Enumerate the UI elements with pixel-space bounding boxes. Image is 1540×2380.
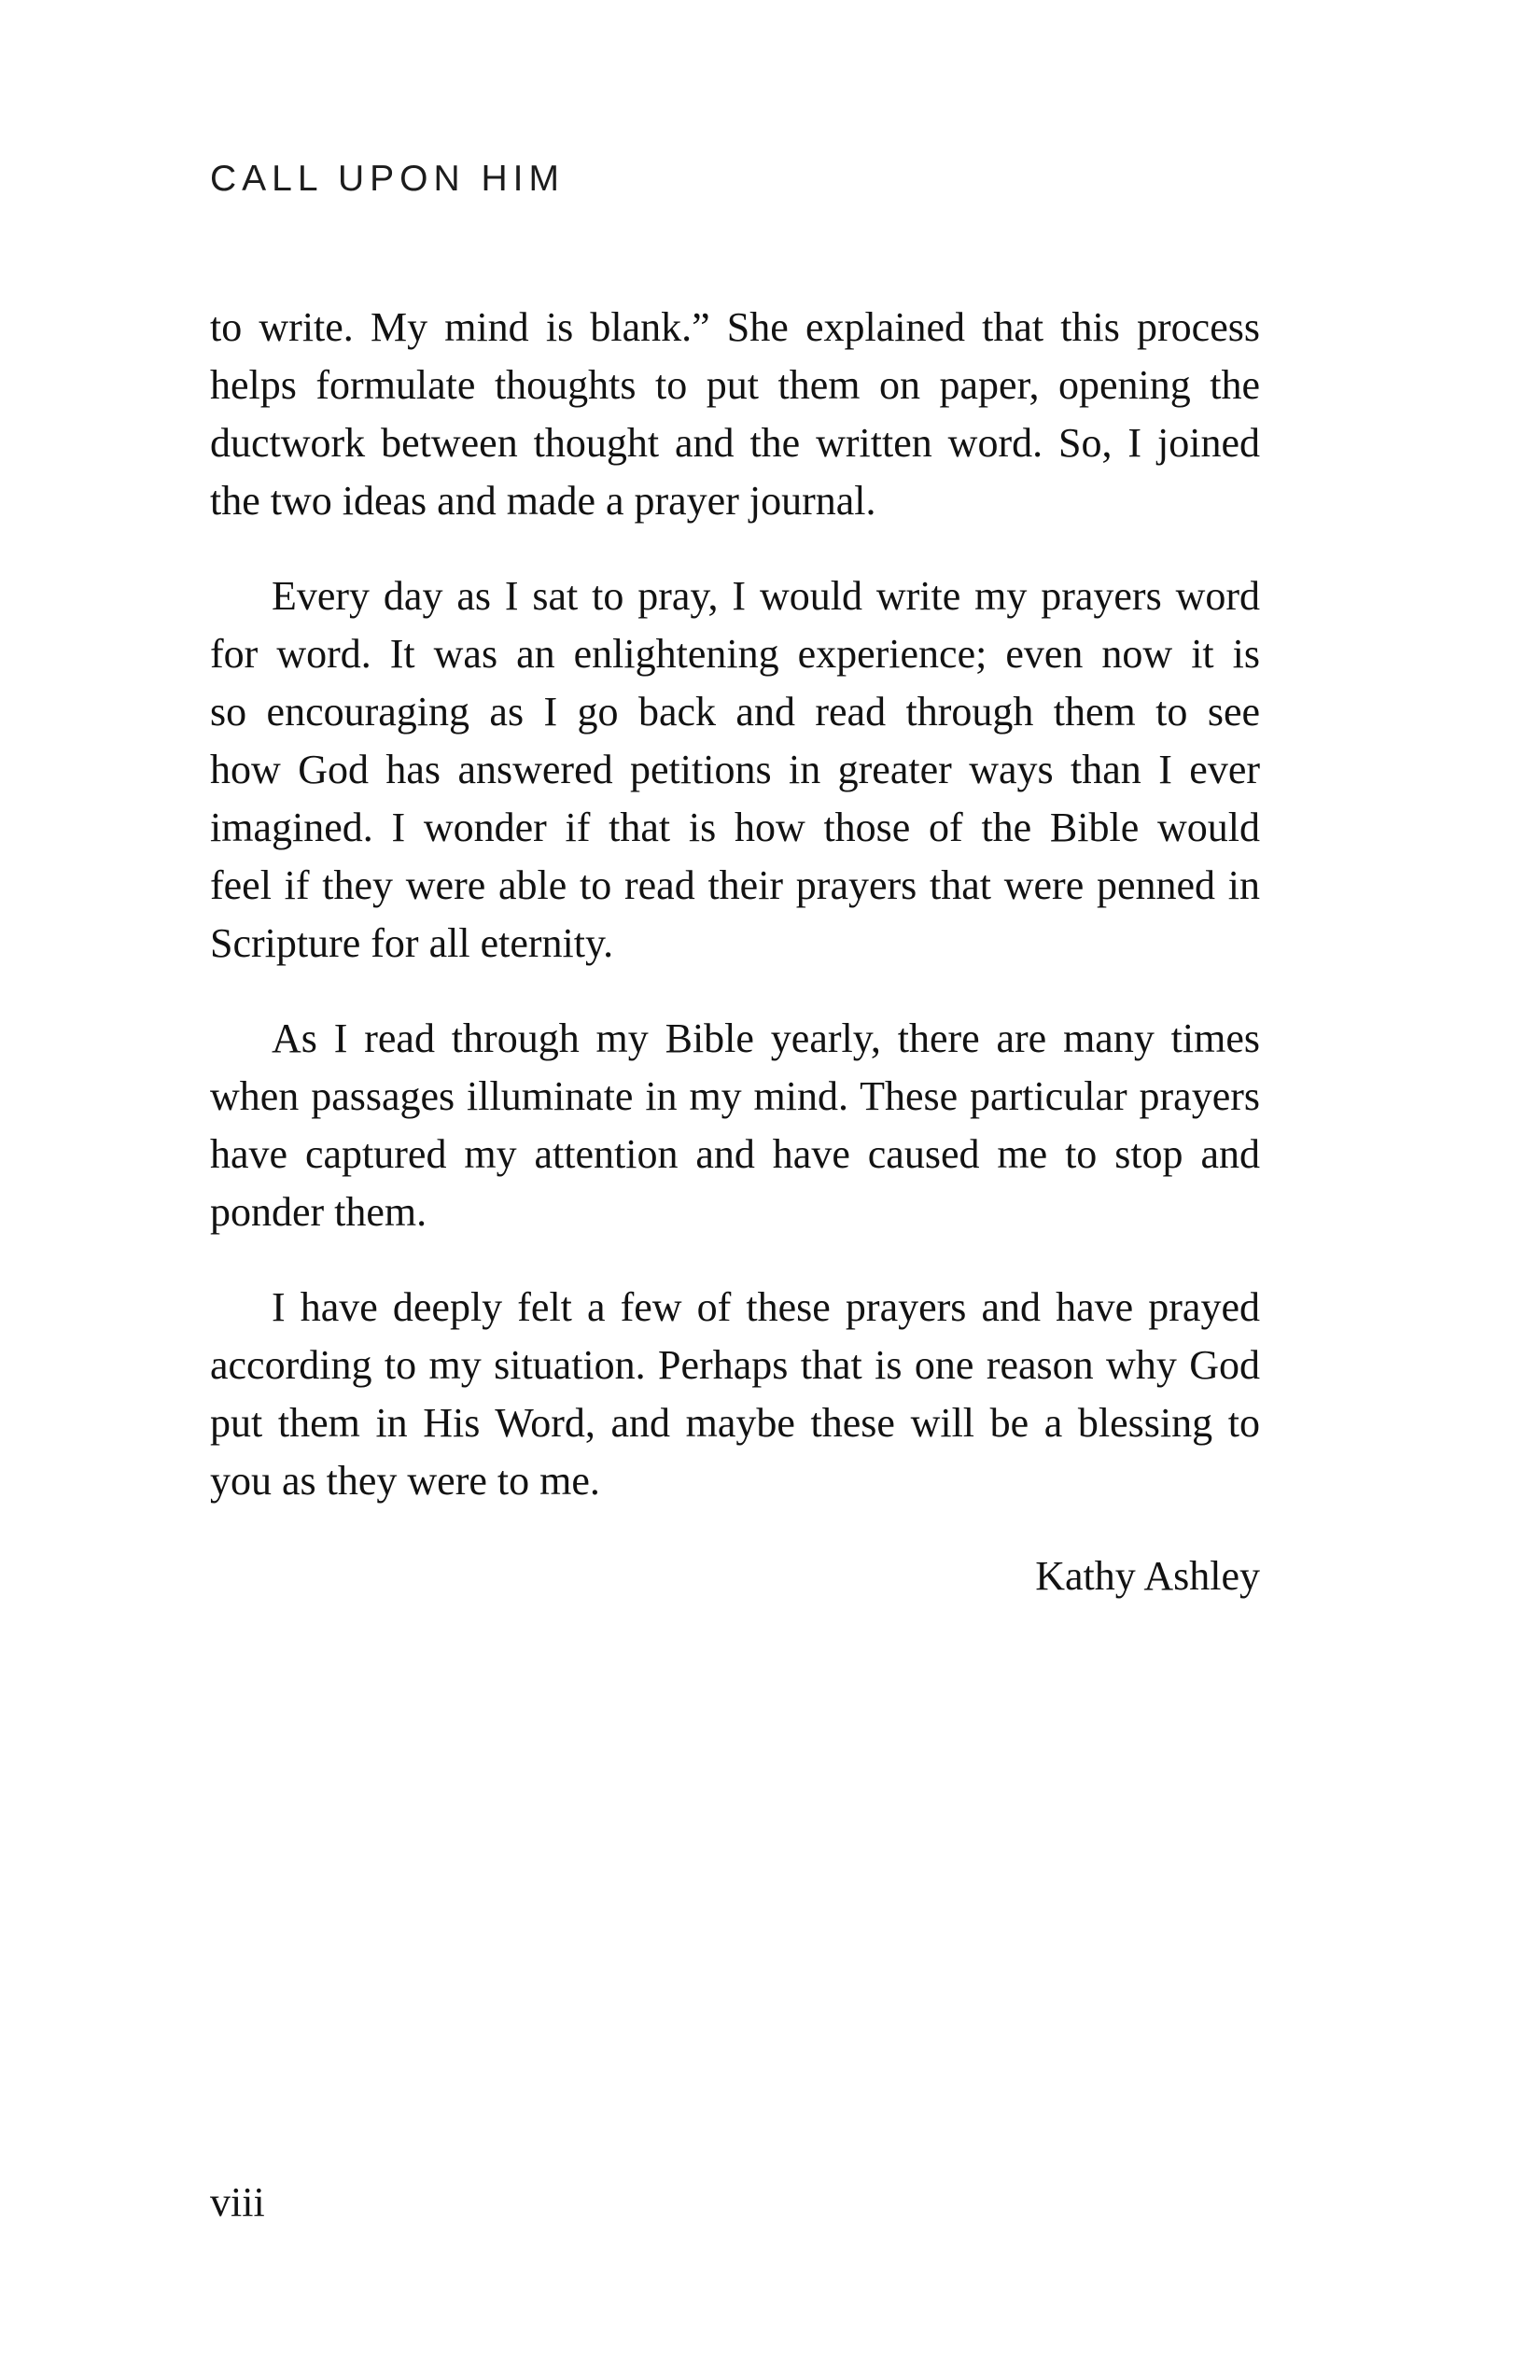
text-line: put them in His Word, and maybe these will be a blessing to — [210, 1400, 1260, 1446]
text-line: when passages illuminate in my mind. These particular prayers — [210, 1073, 1260, 1119]
paragraph — [210, 1279, 1260, 1510]
text-line: so encouraging as I go back and read through them to see — [210, 689, 1260, 735]
running-head: CALL UPON HIM — [210, 159, 565, 199]
text-line: have captured my attention and have caused me to stop and — [210, 1131, 1260, 1177]
text-line: As I read through my Bible yearly, there are many times — [272, 1015, 1260, 1061]
text-line: ponder them. — [210, 1189, 427, 1235]
text-line: for word. It was an enlightening experience; even now it is — [210, 631, 1260, 677]
paragraph — [210, 299, 1260, 530]
text-line: helps formulate thoughts to put them on paper, opening the — [210, 362, 1260, 408]
text-line: how God has answered petitions in greater ways than I ever — [210, 747, 1260, 792]
text-line: ductwork between thought and the written word. So, I joined — [210, 420, 1260, 466]
page-number: viii — [210, 2179, 265, 2225]
text-line: Scripture for all eternity. — [210, 920, 614, 966]
body-text — [210, 299, 1260, 1605]
paragraph — [210, 1010, 1260, 1241]
text-line: I have deeply felt a few of these prayers and have prayed — [272, 1284, 1260, 1330]
text-line: to write. My mind is blank.” She explained that this process — [210, 304, 1260, 350]
text-line: feel if they were able to read their prayers that were penned in — [210, 862, 1260, 908]
text-line: according to my situation. Perhaps that is one reason why God — [210, 1342, 1260, 1388]
author-signature: Kathy Ashley — [1035, 1553, 1260, 1599]
text-line: you as they were to me. — [210, 1458, 600, 1504]
text-line: imagined. I wonder if that is how those of the Bible would — [210, 805, 1260, 850]
text-line: Every day as I sat to pray, I would write my prayers word — [272, 573, 1260, 619]
paragraph — [210, 567, 1260, 973]
text-line: the two ideas and made a prayer journal. — [210, 478, 876, 524]
